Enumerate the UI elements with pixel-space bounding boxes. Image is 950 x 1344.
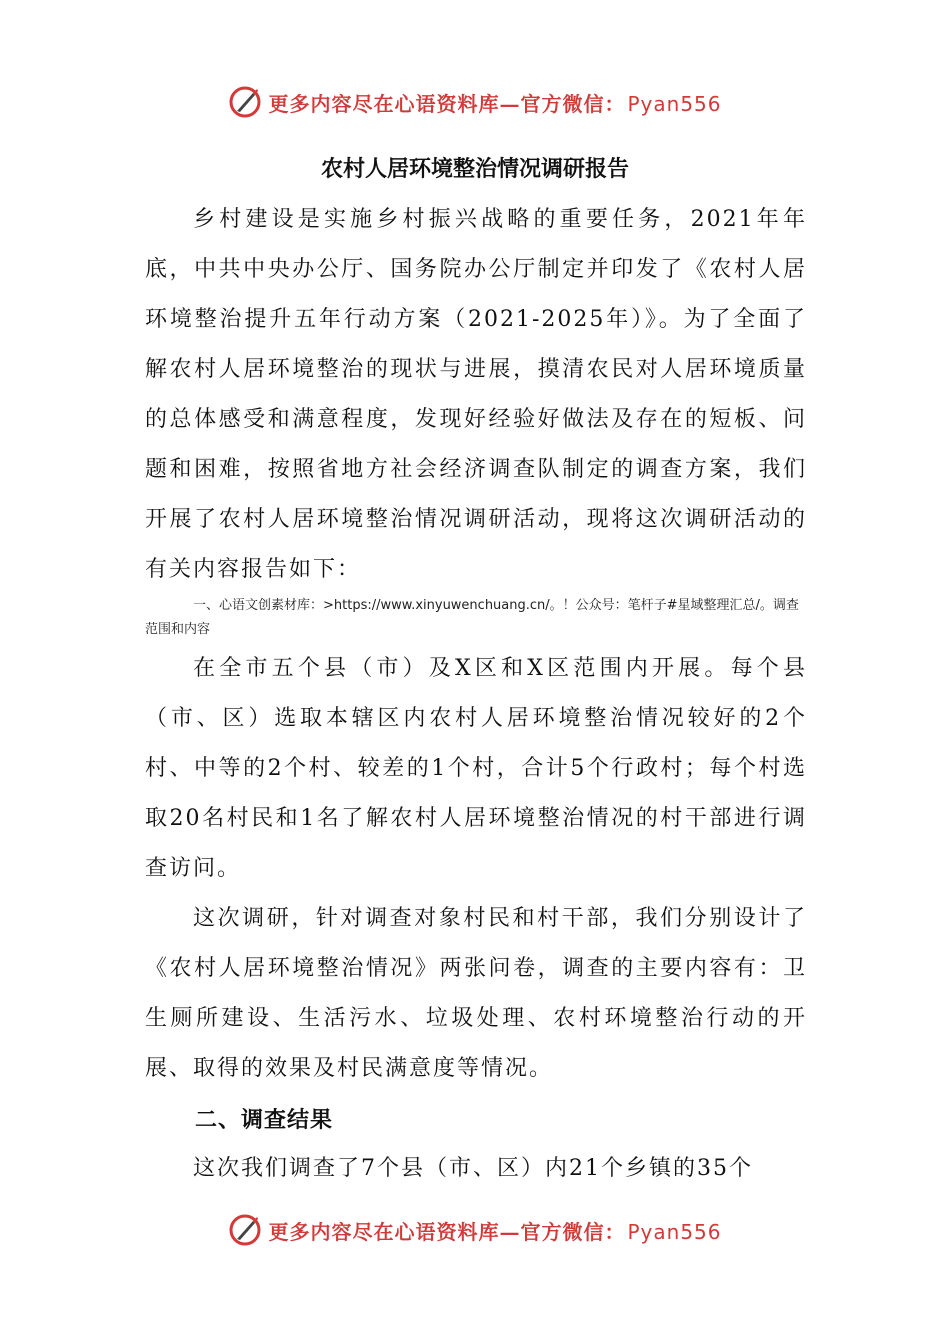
section-two-heading: 二、调查结果 — [195, 1108, 334, 1133]
banner-main-text: 更多内容尽在心语资料库—官方微信： — [268, 1219, 626, 1244]
banner-wechat-id: Pyan556 — [627, 1219, 722, 1244]
paragraph-scope: 在全市五个县（市）及X区和X区范围内开展。每个县（市、区）选取本辖区内农村人居环境整治情况较好的2个村、中等的2个村、较差的1个村，合计5个行政村；每个村选取20名村民和1名了解农村人居环境整治情况的村干部进行调查访问。 — [145, 656, 807, 881]
banner-text — [268, 1216, 721, 1245]
banner-wechat-id: Pyan556 — [627, 91, 722, 116]
section-one-heading: 一、心语文创素材库：>https://www.xinyuwenchuang.cn/。！公众号：笔杆子#星域整理汇总/。调查范围和内容 — [145, 598, 799, 637]
footer-banner — [0, 1210, 950, 1250]
quill-logo-icon — [228, 1213, 262, 1247]
banner-text — [268, 88, 721, 117]
banner-main-text: 更多内容尽在心语资料库—官方微信： — [268, 91, 626, 116]
quill-logo-icon — [228, 85, 262, 119]
document-title: 农村人居环境整治情况调研报告 — [320, 157, 629, 182]
paragraph-intro: 乡村建设是实施乡村振兴战略的重要任务，2021年年底，中共中央办公厅、国务院办公厅制定并印发了《农村人居环境整治提升五年行动方案（2021-2025年）》。为了全面了解农村人居环境整治的现状与进展，摸清农民对人居环境质量的总体感受和满意程度，发现好经验好做法及存在的短板、问题和困难，按照省地方社会经济调查队制定的调查方案，我们开展了农村人居环境整治情况调研活动，现将这次调研活动的有关内容报告如下： — [145, 207, 807, 582]
header-banner — [0, 82, 950, 122]
paragraph-survey-content: 这次调研，针对调查对象村民和村干部，我们分别设计了《农村人居环境整治情况》两张问卷，调查的主要内容有：卫生厕所建设、生活污水、垃圾处理、农村环境整治行动的开展、取得的效果及村民满意度等情况。 — [145, 906, 807, 1081]
paragraph-results: 这次我们调查了7个县（市、区）内21个乡镇的35个 — [193, 1156, 753, 1181]
